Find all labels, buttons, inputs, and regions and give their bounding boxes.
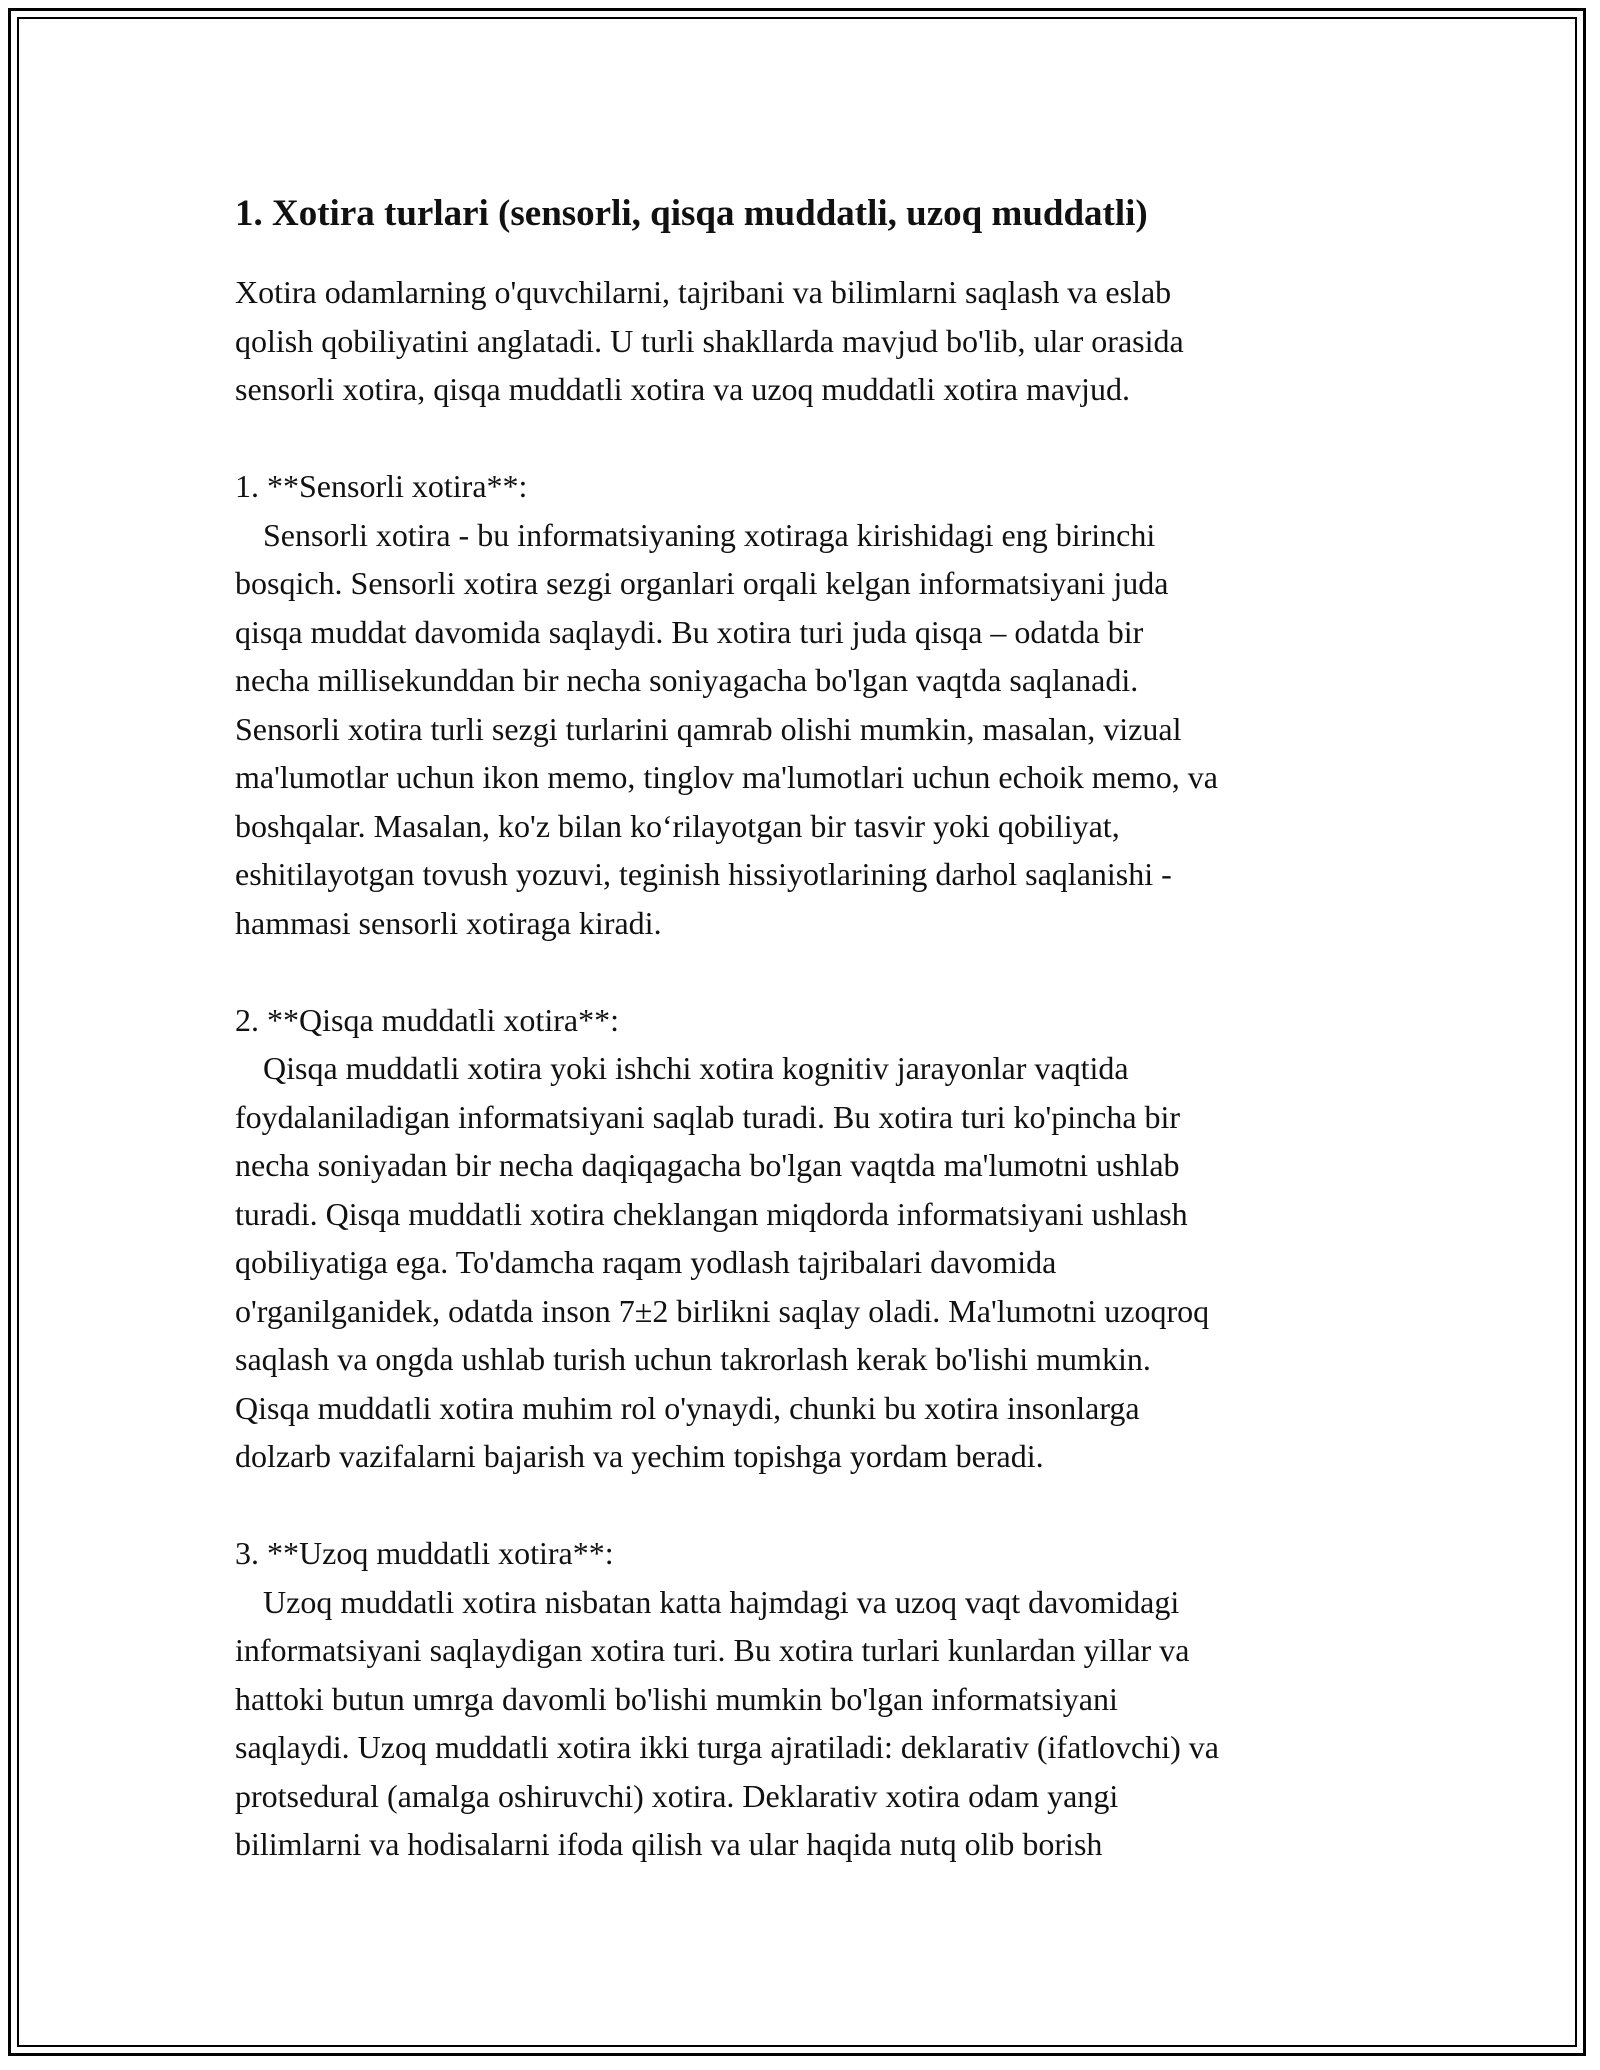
paragraph-spacer — [235, 414, 1385, 463]
section-line: necha soniyadan bir necha daqiqagacha bo'lgan vaqtda ma'lumotni ushlab — [235, 1147, 1180, 1183]
section-line: boshqalar. Masalan, ko'z bilan ko‘rilayotgan bir tasvir yoki qobiliyat, — [235, 807, 1120, 844]
section-line: o'rganilganidek, odatda inson 7±2 birlikni saqlay oladi. Ma'lumotni uzoqroq — [235, 1292, 1210, 1329]
document-title: 1. Xotira turlari (sensorli, qisqa muddatli, uzoq muddatli) — [235, 193, 1148, 234]
intro-line: sensorli xotira, qisqa muddatli xotira va uzoq muddatli xotira mavjud. — [235, 371, 1130, 407]
section-line: saqlaydi. Uzoq muddatli xotira ikki turga ajratiladi: deklarativ (ifatlovchi) va — [235, 1729, 1219, 1765]
section-line: hattoki butun umrga davomli bo'lishi mumkin bo'lgan informatsiyani — [235, 1680, 1118, 1717]
section-line: qisqa muddat davomida saqlaydi. Bu xotira turi juda qisqa – odatda bir — [235, 613, 1144, 650]
section-line: hammasi sensorli xotiraga kiradi. — [235, 904, 662, 941]
paragraph-spacer — [235, 1481, 1385, 1530]
section-line: Sensorli xotira - bu informatsiyaning xotiraga kirishidagi eng birinchi — [263, 516, 1156, 553]
section-heading: 1. **Sensorli xotira**: — [235, 468, 528, 504]
intro-line: Xotira odamlarning o'quvchilarni, tajribani va bilimlarni saqlash va eslab — [235, 274, 1172, 310]
section-sensory-memory — [235, 462, 1385, 947]
section-line: Sensorli xotira turli sezgi turlarini qamrab olishi mumkin, masalan, vizual — [235, 710, 1182, 747]
section-line: foydalaniladigan informatsiyani saqlab turadi. Bu xotira turi ko'pincha bir — [235, 1098, 1181, 1135]
section-line: eshitilayotgan tovush yozuvi, teginish hissiyotlarining darhol saqlanishi - — [235, 856, 1172, 892]
document-body — [235, 186, 1385, 1869]
section-line: bilimlarni va hodisalarni ifoda qilish va ular haqida nutq olib borish — [235, 1826, 1103, 1862]
section-line: informatsiyani saqlaydigan xotira turi. Bu xotira turlari kunlardan yillar va — [235, 1632, 1190, 1668]
section-line: Uzoq muddatli xotira nisbatan katta hajmdagi va uzoq vaqt davomidagi — [263, 1583, 1180, 1620]
section-heading: 2. **Qisqa muddatli xotira**: — [235, 1001, 619, 1038]
section-line: turadi. Qisqa muddatli xotira cheklangan miqdorda informatsiyani ushlash — [235, 1195, 1188, 1232]
section-line: protsedural (amalga oshiruvchi) xotira. Deklarativ xotira odam yangi — [235, 1777, 1119, 1814]
paragraph-spacer — [235, 947, 1385, 996]
section-line: dolzarb vazifalarni bajarish va yechim topishga yordam beradi. — [235, 1438, 1044, 1474]
section-line: qobiliyatiga ega. To'damcha raqam yodlash tajribalari davomida — [235, 1244, 1057, 1280]
section-line: saqlash va ongda ushlab turish uchun takrorlash kerak bo'lishi mumkin. — [235, 1341, 1151, 1377]
section-line: Qisqa muddatli xotira yoki ishchi xotira kognitiv jarayonlar vaqtida — [263, 1050, 1129, 1086]
intro-paragraph — [235, 268, 1385, 414]
section-long-term-memory — [235, 1529, 1385, 1869]
intro-line: qolish qobiliyatini anglatadi. U turli shakllarda mavjud bo'lib, ular orasida — [235, 322, 1184, 359]
section-line: ma'lumotlar uchun ikon memo, tinglov ma'lumotlari uchun echoik memo, va — [235, 759, 1218, 795]
section-short-term-memory — [235, 996, 1385, 1481]
section-line: Qisqa muddatli xotira muhim rol o'ynaydi, chunki bu xotira insonlarga — [235, 1389, 1140, 1426]
section-line: bosqich. Sensorli xotira sezgi organlari orqali kelgan informatsiyani juda — [235, 565, 1169, 601]
section-line: necha millisekunddan bir necha soniyagacha bo'lgan vaqtda saqlanadi. — [235, 662, 1139, 698]
section-heading: 3. **Uzoq muddatli xotira**: — [235, 1535, 614, 1571]
